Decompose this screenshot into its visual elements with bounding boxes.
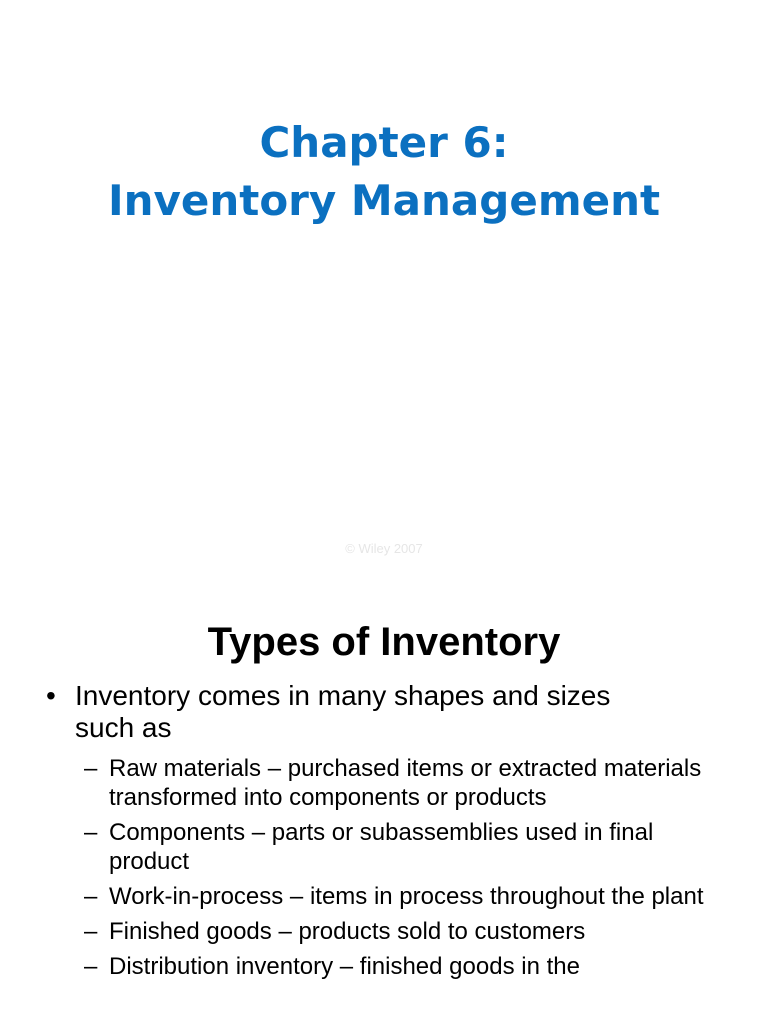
dash-marker: – bbox=[84, 819, 98, 846]
chapter-title-line-2: Inventory Management bbox=[107, 176, 661, 225]
sub-bullet-components bbox=[84, 818, 734, 876]
sub-bullet-finished-goods bbox=[84, 917, 734, 946]
dash-marker: – bbox=[84, 918, 98, 945]
bullet-text: Inventory comes in many shapes and sizes such as bbox=[75, 680, 611, 743]
sub-bullet-list bbox=[84, 754, 734, 987]
sub-bullet-text: Finished goods – products sold to customers bbox=[109, 918, 586, 945]
chapter-title-line-1: Chapter 6: bbox=[259, 118, 509, 167]
sub-bullet-text: Components – parts or subassemblies used in final product bbox=[109, 819, 654, 875]
bullet-item bbox=[46, 680, 706, 744]
sub-bullet-raw-materials bbox=[84, 754, 734, 812]
slide-types-of-inventory bbox=[0, 576, 768, 1024]
sub-bullet-distribution-inventory bbox=[84, 952, 734, 981]
dash-marker: – bbox=[84, 953, 98, 980]
slide-title: Types of Inventory bbox=[207, 620, 561, 664]
copyright-footer: © Wiley 2007 bbox=[345, 541, 423, 556]
chapter-title bbox=[0, 114, 768, 230]
sub-bullet-work-in-process bbox=[84, 882, 734, 911]
dash-marker: – bbox=[84, 883, 98, 910]
sub-bullet-text: Distribution inventory – finished goods in the bbox=[109, 953, 580, 980]
bullet-marker: • bbox=[46, 680, 56, 711]
sub-bullet-text: Work-in-process – items in process throughout the plant bbox=[109, 883, 704, 910]
sub-bullet-text: Raw materials – purchased items or extracted materials transformed into components or products bbox=[109, 755, 702, 811]
dash-marker: – bbox=[84, 755, 98, 782]
